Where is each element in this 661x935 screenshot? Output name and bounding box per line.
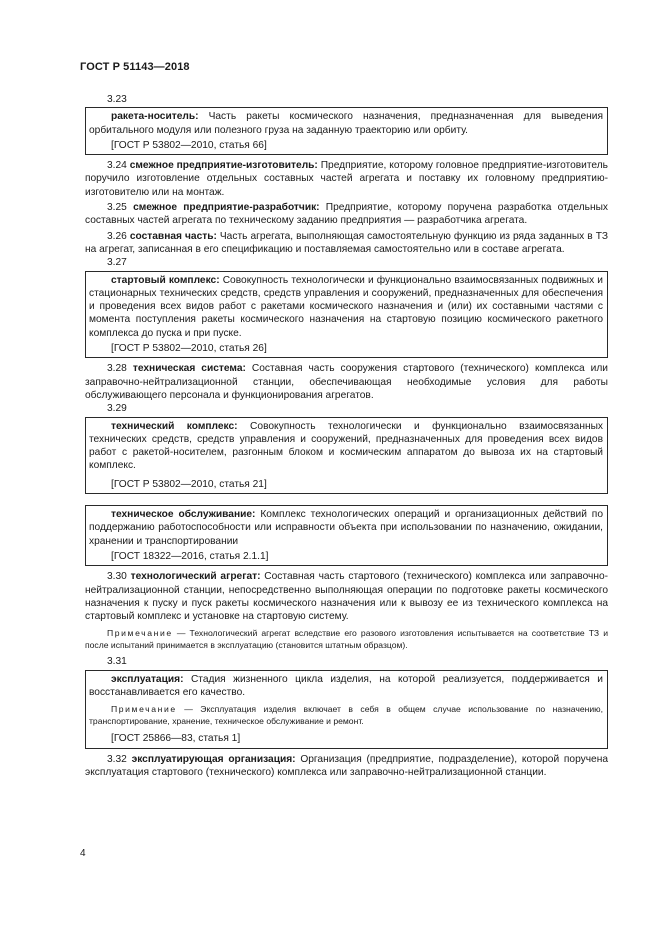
term-number: 3.31 [107, 656, 127, 668]
term-note [85, 628, 608, 651]
document-header: ГОСТ Р 51143—2018 [80, 61, 190, 73]
term-text: Предприятие, которому головное предприятие-изготовитель поручило изготовление отдельных составных частей агрегата и поставку их головному предприятию-изготовителю или на монтаж. [85, 160, 608, 198]
term-name: смежное предприятие-изготовитель: [129, 160, 318, 172]
definition-box [85, 505, 608, 566]
term-number: 3.28 [107, 363, 127, 375]
definition-box [85, 417, 608, 494]
definition-box [85, 107, 608, 155]
term-text: Предприятие, которому поручена разработка отдельных составных частей агрегата по техническому заданию предприятия — разработчика агрегата. [85, 202, 608, 227]
term-name: техническая система: [132, 363, 246, 375]
note-label: Примечание [107, 628, 173, 639]
term-text: Часть агрегата, выполняющая самостоятельную функцию из ряда заданных в ТЗ на агрегат, записанная в его спецификацию и поставляемая самостоятельно или в составе агрегата. [85, 230, 608, 255]
term-text: Составная часть сооружения стартового (технического) комплекса или заправочно-нейтрализационной станции, обеспечивающая необходимые условия для работы обслуживающего персонала и функционирования агрегатов. [85, 363, 608, 401]
term-definition [89, 673, 603, 700]
definition-box [85, 271, 608, 359]
document-body [85, 93, 608, 779]
term-text: Составная часть стартового (технического) комплекса или заправочно-нейтрализационной станции, непосредственно выполняющая операции по подготовке ракеты космического назначения к пуску и пуск ракеты космического назначения или к вывозу ее из технического комплекса на стартовый комплекс и установке на стартовую систему. [85, 571, 609, 623]
term-number: 3.25 [107, 202, 127, 214]
term-text: Комплекс технологических операций и организационных действий по поддержанию работоспособности или исправности объекта при использовании по назначению, ожидании, хранении и транспортировании [89, 509, 603, 547]
term-note [89, 704, 603, 727]
term-number: 3.30 [107, 571, 127, 583]
term-definition [85, 230, 608, 257]
term-name: стартовый комплекс: [111, 274, 220, 286]
term-definition [89, 274, 603, 340]
term-text: Стадия жизненного цикла изделия, на которой реализуется, поддерживается и восстанавливается его качество. [89, 673, 603, 698]
term-definition [89, 420, 603, 473]
page-number: 4 [80, 848, 86, 859]
term-source: [ГОСТ Р 53802—2010, статья 66] [111, 139, 267, 151]
term-name: техническое обслуживание: [111, 509, 256, 521]
note-text: — Технологический агрегат вследствие его разового изготовления испытывается на соответствие ТЗ и после испытаний принимается в эксплуатацию (становится штатным образцом). [85, 628, 608, 650]
note-label: Примечание [111, 704, 177, 715]
term-source: [ГОСТ Р 53802—2010, статья 26] [111, 343, 267, 355]
term-number: 3.23 [107, 94, 127, 105]
term-definition [85, 159, 608, 199]
term-number: 3.29 [107, 403, 127, 415]
term-name: технологический агрегат: [130, 571, 261, 583]
term-name: ракета-носитель: [111, 111, 199, 123]
term-definition [85, 362, 608, 402]
term-text: Совокупность технологически и функционально взаимосвязанных подвижных и стационарных технических средств, средств управления и сооружений, предназначенных для обеспечения и проведения всех видов работ с ракетами космического назначения и (или) их составными частями с момента поступления ракеты космического назначения на стартовую позицию космического ракетного комплекса до пуска и при пуске. [89, 274, 603, 339]
term-definition [89, 508, 603, 548]
term-name: эксплуатирующая организация: [131, 753, 296, 765]
term-definition [85, 570, 608, 623]
term-number: 3.26 [107, 230, 127, 242]
term-text: Часть ракеты космического назначения, предназначенная для выведения орбитального модуля или полезного груза на заданную траекторию или орбиту. [89, 111, 603, 136]
term-definition [85, 753, 608, 780]
term-number: 3.32 [107, 753, 127, 765]
term-source: [ГОСТ Р 53802—2010, статья 21] [111, 478, 267, 490]
definition-box [85, 670, 608, 749]
term-text: Совокупность технологически и функционально взаимосвязанных технических средств, средств управления и сооружений, предназначенных для проведения всех видов работ с ракетой-носителем, разгонным блоком и космическим аппаратом до вывоза их на стартовый комплекс. [89, 420, 604, 472]
term-source: [ГОСТ 18322—2016, статья 2.1.1] [111, 550, 269, 562]
term-number: 3.27 [107, 257, 127, 269]
note-text: — Эксплуатация изделия включает в себя в общем случае использование по назначению, транспортирование, хранение, техническое обслуживание и ремонт. [89, 704, 603, 726]
term-name: технический комплекс: [111, 420, 238, 432]
term-number: 3.24 [107, 160, 127, 172]
term-text: Организация (предприятие, подразделение), которой поручена эксплуатация стартового (технического) комплекса или заправочно-нейтрализационной станции. [85, 753, 608, 778]
term-source: [ГОСТ 25866—83, статья 1] [111, 733, 241, 745]
term-definition [89, 110, 603, 137]
term-name: эксплуатация: [111, 673, 184, 685]
term-definition [85, 201, 608, 228]
term-name: составная часть: [129, 230, 217, 242]
term-name: смежное предприятие-разработчик: [133, 202, 320, 214]
